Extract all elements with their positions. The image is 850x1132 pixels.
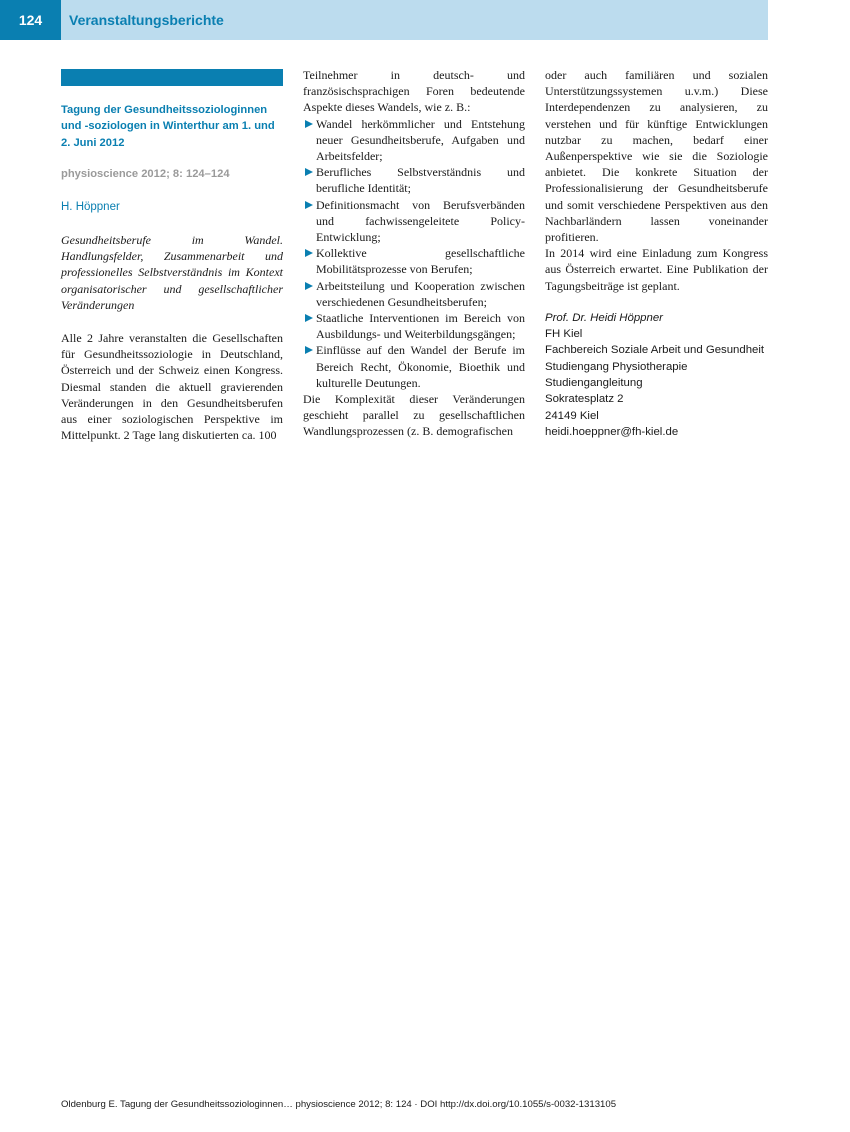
triangle-bullet-icon xyxy=(305,282,313,290)
page-footer: Oldenburg E. Tagung der Gesundheitssoziologinnen… physioscience 2012; 8: 124 · DOI http://dx.doi.org/10.1055/s-0032-1313105 xyxy=(61,1099,617,1110)
list-item-text: Berufliches Selbstverständnis und berufliche Identität; xyxy=(316,165,525,196)
column-3 xyxy=(545,67,768,440)
topic-list xyxy=(303,116,525,391)
list-item-text: Arbeitsteilung und Kooperation zwischen verschiedenen Gesundheitsberufen; xyxy=(316,278,525,309)
list-item-text: Kollektive gesellschaftliche Mobilitätsprozesse von Berufen; xyxy=(316,246,525,277)
complexity-text: Die Komplexität dieser Veränderungen geschieht parallel zu gesellschaftlichen Wandlungsprozessen (z. B. demografischen xyxy=(303,392,525,439)
address-name: Prof. Dr. Heidi Höppner xyxy=(545,311,663,324)
accent-bar xyxy=(61,69,283,86)
triangle-bullet-icon xyxy=(305,201,313,209)
triangle-bullet-icon xyxy=(305,249,313,257)
address-line: FH Kiel xyxy=(545,328,583,341)
address-line: Studiengangleitung xyxy=(545,377,643,390)
complexity-paragraph xyxy=(303,391,525,440)
author: H. Höppner xyxy=(61,200,120,213)
list-item xyxy=(303,116,525,165)
address-line: Studiengang Physiotherapie xyxy=(545,360,688,373)
column-1 xyxy=(61,67,283,443)
triangle-bullet-icon xyxy=(305,346,313,354)
section-title: Veranstaltungsberichte xyxy=(69,12,224,28)
email-link[interactable]: heidi.hoeppner@fh-kiel.de xyxy=(545,425,679,438)
triangle-bullet-icon xyxy=(305,120,313,128)
list-item xyxy=(303,342,525,391)
address-line: Fachbereich Soziale Arbeit und Gesundheit xyxy=(545,344,765,357)
citation: physioscience 2012; 8: 124–124 xyxy=(61,167,230,180)
article-title: Tagung der Gesundheitssoziologinnen und -soziologen in Winterthur am 1. und 2. Juni 2012 xyxy=(61,104,275,149)
author-address xyxy=(545,310,768,440)
continued-text: Teilnehmer in deutsch- und französischsprachigen Foren bedeutende Aspekte dieses Wandels, wie z. B.: xyxy=(303,68,525,115)
intro-paragraph xyxy=(61,330,283,443)
list-item-text: Einflüsse auf den Wandel der Berufe im Bereich Recht, Ökonomie, Bioethik und kulturelle Deutungen. xyxy=(316,343,525,390)
list-item xyxy=(303,164,525,196)
list-item-text: Wandel herkömmlicher und Entstehung neuer Gesundheitsberufe, Aufgaben und Arbeitsfelder; xyxy=(316,116,525,164)
list-item-text: Definitionsmacht von Berufsverbänden und fachwissengeleitete Policy-Entwicklung; xyxy=(316,197,525,245)
triangle-bullet-icon xyxy=(305,168,313,176)
list-item-text: Staatliche Interventionen im Bereich von Ausbildungs- und Weiterbildungsgängen; xyxy=(316,311,525,342)
closing-paragraph: In 2014 wird eine Einladung zum Kongress aus Österreich erwartet. Eine Publikation der Tagungsbeiträge ist geplant. xyxy=(545,246,768,293)
list-item xyxy=(303,310,525,342)
address-line: Sokratesplatz 2 xyxy=(545,393,624,406)
list-item xyxy=(303,278,525,310)
page-number: 124 xyxy=(0,0,61,40)
column-2 xyxy=(303,67,525,440)
list-item xyxy=(303,197,525,246)
list-item xyxy=(303,245,525,277)
address-line: 24149 Kiel xyxy=(545,409,599,422)
intro-text: Alle 2 Jahre veranstalten die Gesellschaften für Gesundheitssoziologie in Deutschland, Österreich und der Schweiz einen Kongress. Diesmal standen die aktuell gravierenden Veränderungen in den Gesundheitsberufen aus einer soziologischen Perspektive im Mittelpunkt. 2 Tage lang diskutierten ca. 100 xyxy=(61,330,283,443)
continued-text: oder auch familiären und sozialen Unterstützungssystemen u.v.m.) Diese Interdependenzen zu analysieren, zu verstehen und für künftige Entwicklungen nutzbar zu machen, bedarf einer Außenperspektive wie sie die Soziologie anbietet. Die konkrete Situation der Professionalisierung der Gesundheitsberufe und somit verschiedene Perspektiven aus den Nachbarländern lassen voneinander profitieren. xyxy=(545,68,768,245)
triangle-bullet-icon xyxy=(305,314,313,322)
article-subtitle: Gesundheitsberufe im Wandel. Handlungsfelder, Zusammenarbeit und professionelles Selbstverständnis im Kontext organisatorischer und gesellschaftlicher Veränderungen xyxy=(61,232,283,312)
